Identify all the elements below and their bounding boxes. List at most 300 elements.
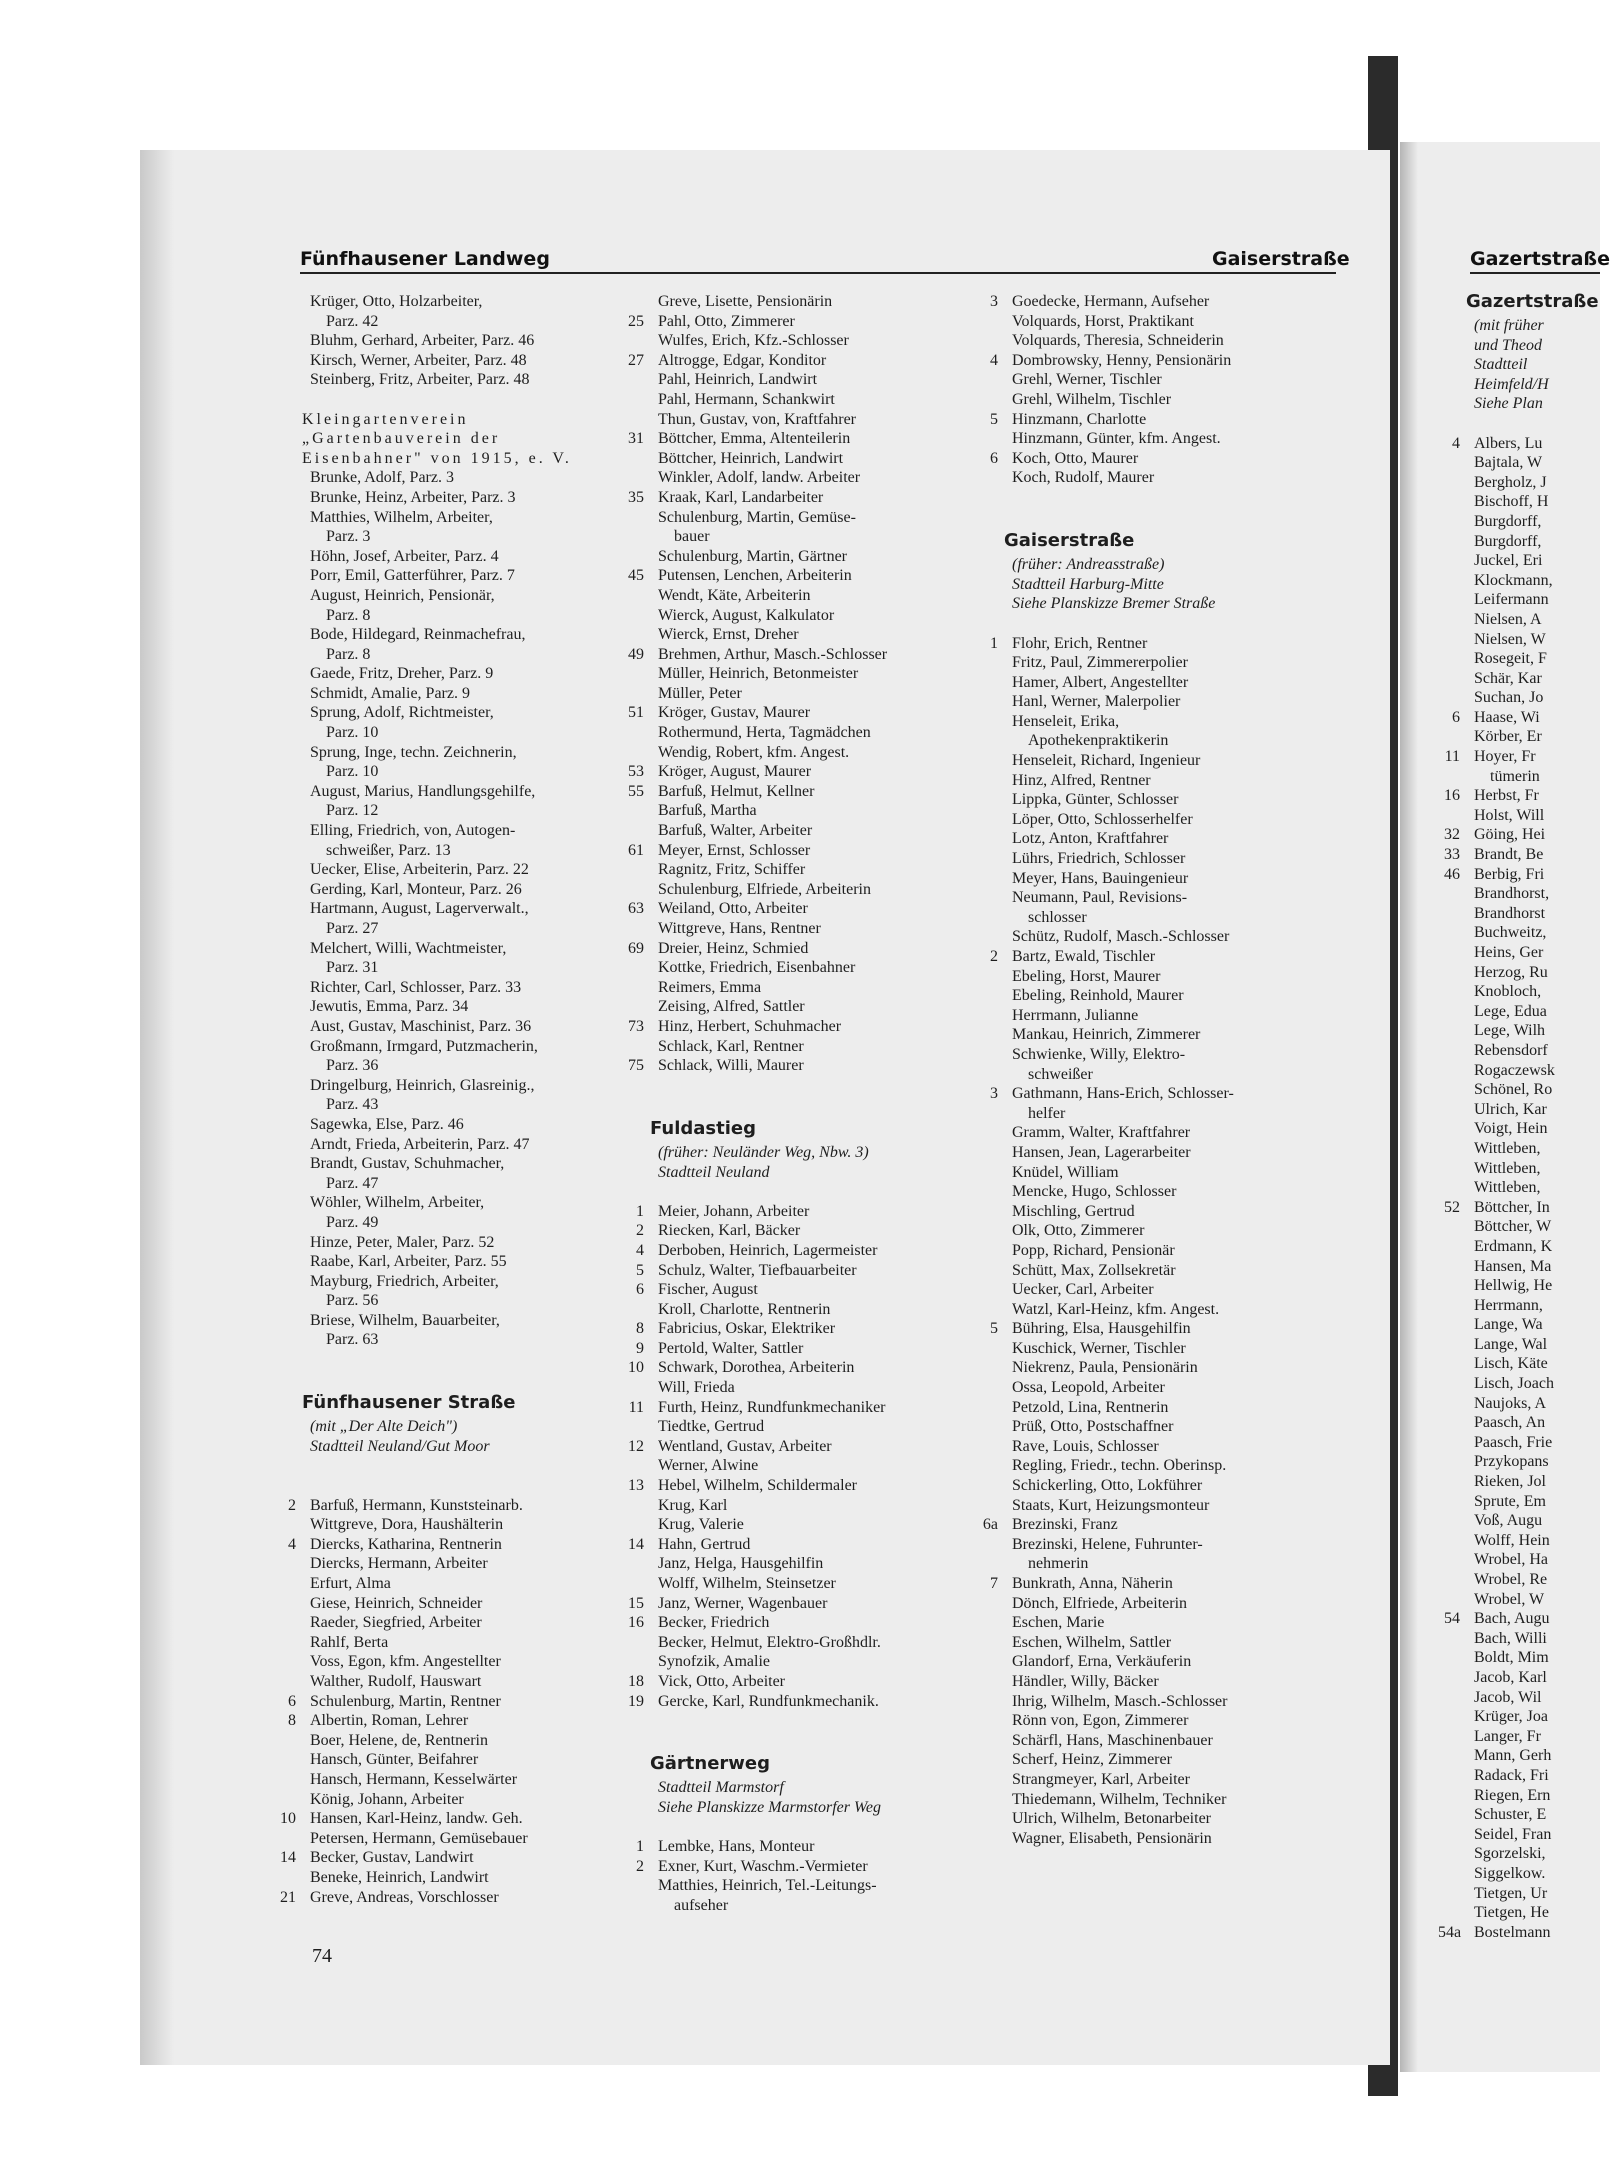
resident-text: Hinz, Alfred, Rentner: [1012, 771, 1151, 789]
house-number: 4: [1452, 434, 1460, 452]
directory-entry: [302, 370, 642, 390]
resident-text: Suchan, Jo: [1474, 689, 1544, 707]
house-number: 16: [628, 1614, 644, 1632]
directory-entry: [302, 1095, 642, 1115]
resident-text: Niekrenz, Paula, Pensionärin: [1012, 1359, 1198, 1377]
resident-text: Parz. 8: [326, 645, 371, 663]
resident-text: Tietgen, He: [1474, 1904, 1549, 1922]
street-note: Stadtteil Harburg-Mitte: [1012, 575, 1164, 593]
resident-text: Brezinski, Franz: [1012, 1516, 1118, 1534]
directory-entry: [650, 860, 990, 880]
directory-entry: [636, 1339, 990, 1359]
directory-entry: [1466, 982, 1600, 1002]
spacer: [650, 1076, 990, 1096]
directory-entry: [1004, 1300, 1344, 1320]
directory-entry: [1466, 532, 1600, 552]
resident-text: Wierck, August, Kalkulator: [658, 606, 835, 624]
resident-text: Bajtala, W: [1474, 454, 1543, 472]
street-note: Heimfeld/H: [1474, 375, 1549, 393]
resident-text: Löper, Otto, Schlosserhelfer: [1012, 810, 1193, 828]
house-number: 52: [1444, 1198, 1460, 1216]
directory-entry: [1466, 884, 1600, 904]
resident-text: Parz. 31: [326, 959, 379, 977]
resident-text: Uecker, Elise, Arbeiterin, Parz. 22: [310, 861, 529, 879]
directory-entry: [302, 586, 642, 606]
resident-text: Jacob, Karl: [1474, 1668, 1547, 1686]
house-number: 55: [628, 782, 644, 800]
resident-text: Schwark, Dorothea, Arbeiterin: [658, 1359, 855, 1377]
running-head-next-page: Gazertstraße: [1470, 248, 1610, 270]
house-number: 46: [1444, 865, 1460, 883]
directory-entry: [628, 1535, 990, 1555]
directory-entry: [1004, 829, 1344, 849]
directory-entry: [628, 899, 990, 919]
directory-entry: [1466, 727, 1600, 747]
resident-text: Juckel, Eri: [1474, 552, 1543, 570]
directory-entry: [650, 527, 990, 547]
resident-text: Synofzik, Amalie: [658, 1653, 770, 1671]
resident-text: Rebensdorf: [1474, 1041, 1548, 1059]
directory-entry: [1466, 1394, 1600, 1414]
resident-text: Hanl, Werner, Malerpolier: [1012, 693, 1181, 711]
directory-entry: [1466, 1061, 1600, 1081]
directory-entry: [990, 634, 1344, 654]
directory-entry: [628, 312, 990, 332]
directory-entry: [650, 390, 990, 410]
resident-text: Schwienke, Willy, Elektro-: [1012, 1045, 1186, 1063]
resident-text: Olk, Otto, Zimmerer: [1012, 1222, 1145, 1240]
directory-entry: [628, 703, 990, 723]
resident-text: Boer, Helene, de, Rentnerin: [310, 1731, 488, 1749]
resident-text: Hansch, Hermann, Kesselwärter: [310, 1770, 518, 1788]
resident-text: Goedecke, Hermann, Aufseher: [1012, 293, 1210, 310]
directory-entry: [650, 586, 990, 606]
directory-entry: [1004, 468, 1344, 488]
resident-text: Arndt, Frieda, Arbeiterin, Parz. 47: [310, 1135, 530, 1153]
directory-entry: [302, 645, 642, 665]
house-number: 8: [636, 1320, 644, 1338]
directory-entry: [302, 449, 642, 469]
directory-entry: [628, 1437, 990, 1457]
resident-text: Przykopans: [1474, 1453, 1549, 1471]
directory-entry: [288, 1692, 642, 1712]
directory-entry: [1466, 1629, 1600, 1649]
directory-entry: [302, 1017, 642, 1037]
resident-text: Wierck, Ernst, Dreher: [658, 626, 799, 644]
running-head-right: Gaiserstraße: [1212, 248, 1350, 270]
resident-text: Seidel, Fran: [1474, 1825, 1552, 1843]
directory-entry: [302, 978, 642, 998]
house-number: 2: [636, 1857, 644, 1875]
house-number: 4: [288, 1535, 296, 1553]
directory-entry: [650, 468, 990, 488]
resident-text: Hartmann, August, Lagerverwalt.,: [310, 900, 529, 918]
resident-text: Flohr, Erich, Rentner: [1012, 634, 1148, 652]
directory-entry: [302, 997, 642, 1017]
directory-entry: [1004, 908, 1344, 928]
resident-text: Nielsen, W: [1474, 630, 1546, 648]
resident-text: Eschen, Wilhelm, Sattler: [1012, 1633, 1172, 1651]
directory-entry: [1444, 1609, 1600, 1629]
resident-text: Giese, Heinrich, Schneider: [310, 1594, 483, 1612]
directory-entry: [1004, 692, 1344, 712]
directory-entry: [302, 606, 642, 626]
directory-entry: [1466, 943, 1600, 963]
resident-text: Hansen, Ma: [1474, 1257, 1552, 1275]
directory-entry: [1466, 1296, 1600, 1316]
resident-text: Meyer, Ernst, Schlosser: [658, 841, 811, 859]
resident-text: Lührs, Friedrich, Schlosser: [1012, 850, 1186, 868]
house-number: 69: [628, 939, 644, 957]
resident-text: Schulenburg, Martin, Rentner: [310, 1692, 501, 1710]
resident-text: Krug, Karl: [658, 1496, 728, 1514]
house-number: 31: [628, 430, 644, 448]
resident-text: Höhn, Josef, Arbeiter, Parz. 4: [310, 547, 499, 565]
column-1: [280, 292, 642, 1907]
directory-entry: [280, 1848, 642, 1868]
resident-text: Klockmann,: [1474, 571, 1553, 589]
directory-entry: [302, 939, 642, 959]
directory-entry: [650, 331, 990, 351]
resident-text: Voss, Egon, kfm. Angestellter: [310, 1653, 501, 1671]
directory-entry: [1004, 869, 1344, 889]
house-number: 3: [990, 1085, 998, 1103]
directory-entry: [302, 292, 642, 312]
directory-entry: [1466, 1511, 1600, 1531]
resident-text: Barfuß, Hermann, Kunststeinarb.: [310, 1496, 523, 1514]
directory-entry: [302, 1633, 642, 1653]
street-heading: Fuldastieg: [650, 1117, 756, 1139]
directory-entry: [302, 1233, 642, 1253]
directory-entry: [1004, 575, 1344, 595]
resident-text: Sprung, Inge, techn. Zeichnerin,: [310, 743, 517, 761]
directory-entry: [1466, 1159, 1600, 1179]
resident-text: Gerding, Karl, Monteur, Parz. 26: [310, 880, 522, 898]
resident-text: Wöhler, Wilhelm, Arbeiter,: [310, 1194, 485, 1212]
directory-entry: [302, 1731, 642, 1751]
directory-entry: [628, 939, 990, 959]
directory-entry: [1466, 1884, 1600, 1904]
directory-entry: [636, 1857, 990, 1877]
directory-entry: [302, 1076, 642, 1096]
directory-entry: [1466, 923, 1600, 943]
resident-text: Kraak, Karl, Landarbeiter: [658, 488, 824, 506]
association-name: „Gartenbauverein der: [302, 430, 501, 448]
house-number: 10: [628, 1359, 644, 1377]
directory-entry: [990, 449, 1344, 469]
directory-entry: [1466, 1178, 1600, 1198]
resident-text: Händler, Willy, Bäcker: [1012, 1672, 1159, 1690]
resident-text: Bach, Augu: [1474, 1610, 1550, 1628]
directory-entry: [302, 1252, 642, 1272]
house-number: 19: [628, 1692, 644, 1710]
house-number: 2: [990, 948, 998, 965]
resident-text: Beneke, Heinrich, Landwirt: [310, 1868, 489, 1886]
directory-entry: [650, 997, 990, 1017]
directory-entry: [302, 566, 642, 586]
resident-text: Sagewka, Else, Parz. 46: [310, 1115, 464, 1133]
resident-text: Rahlf, Berta: [310, 1633, 389, 1651]
directory-entry: [650, 821, 990, 841]
directory-entry: [1004, 1809, 1344, 1829]
directory-entry: [650, 1652, 990, 1672]
resident-text: Exner, Kurt, Waschm.-Vermieter: [658, 1857, 868, 1875]
directory-entry: [628, 1056, 990, 1076]
resident-text: Brunke, Adolf, Parz. 3: [310, 469, 454, 487]
resident-text: Kröger, Gustav, Maurer: [658, 704, 811, 722]
directory-entry: [1466, 1041, 1600, 1061]
resident-text: Riecken, Karl, Bäcker: [658, 1222, 801, 1240]
resident-text: Voß, Augu: [1474, 1512, 1543, 1530]
resident-text: aufseher: [674, 1896, 729, 1914]
house-number: 7: [990, 1575, 998, 1592]
resident-text: Briese, Wilhelm, Bauarbeiter,: [310, 1311, 500, 1329]
directory-entry: [1466, 1786, 1600, 1806]
directory-entry: [650, 1037, 990, 1057]
directory-entry: [636, 1221, 990, 1241]
directory-entry: [1466, 1217, 1600, 1237]
resident-text: Knobloch,: [1474, 983, 1542, 1001]
resident-text: Fritz, Paul, Zimmererpolier: [1012, 654, 1188, 672]
spacer: [302, 1476, 642, 1496]
resident-text: Rieken, Jol: [1474, 1473, 1546, 1491]
resident-text: Bach, Willi: [1474, 1629, 1547, 1647]
resident-text: bauer: [674, 528, 710, 546]
directory-entry: [1004, 1261, 1344, 1281]
resident-text: Göing, Hei: [1474, 826, 1546, 844]
directory-entry: [1466, 1688, 1600, 1708]
directory-entry: [628, 1476, 990, 1496]
directory-entry: [1004, 1025, 1344, 1045]
directory-entry: [302, 1272, 642, 1292]
directory-entry: [1004, 1613, 1344, 1633]
directory-entry: [1466, 688, 1600, 708]
spacer: [1004, 488, 1344, 508]
directory-entry: [1466, 1237, 1600, 1257]
resident-text: Brandhorst,: [1474, 885, 1550, 903]
resident-text: Körber, Er: [1474, 728, 1542, 746]
street-note: (früher: Neuländer Weg, Nbw. 3): [658, 1143, 869, 1161]
house-number: 51: [628, 704, 644, 722]
directory-entry: [650, 978, 990, 998]
resident-text: Buchweitz,: [1474, 924, 1547, 942]
directory-entry: [1004, 331, 1344, 351]
resident-text: Rothermund, Herta, Tagmädchen: [658, 724, 871, 742]
resident-text: Mencke, Hugo, Schlosser: [1012, 1183, 1177, 1201]
directory-entry: [1444, 786, 1600, 806]
directory-entry: [650, 1554, 990, 1574]
resident-text: Hebel, Wilhelm, Schildermaler: [658, 1477, 857, 1495]
resident-text: Schlack, Karl, Rentner: [658, 1037, 804, 1055]
resident-text: Tietgen, Ur: [1474, 1884, 1548, 1902]
resident-text: Henseleit, Erika,: [1012, 712, 1120, 730]
directory-entry: [1444, 845, 1600, 865]
resident-text: Herrmann, Julianne: [1012, 1006, 1139, 1024]
directory-entry: [302, 1574, 642, 1594]
street-note: Stadtteil: [1474, 356, 1528, 374]
directory-entry: [302, 1437, 642, 1457]
resident-text: Parz. 27: [326, 920, 379, 937]
resident-text: Nielsen, A: [1474, 610, 1542, 628]
directory-entry: [1004, 1692, 1344, 1712]
resident-text: Berbig, Fri: [1474, 865, 1545, 883]
resident-text: Erfurt, Alma: [310, 1575, 391, 1592]
street-note: Stadtteil Neuland/Gut Moor: [310, 1437, 490, 1455]
directory-entry: [288, 1496, 642, 1516]
house-number: 32: [1444, 826, 1460, 844]
resident-text: Barfuß, Helmut, Kellner: [658, 782, 815, 800]
resident-text: Hamer, Albert, Angestellter: [1012, 673, 1189, 691]
resident-text: Wulfes, Erich, Kfz.-Schlosser: [658, 332, 849, 350]
resident-text: Riegen, Ern: [1474, 1786, 1551, 1804]
resident-text: Henseleit, Richard, Ingenieur: [1012, 752, 1201, 770]
resident-text: Paasch, Frie: [1474, 1433, 1553, 1451]
directory-entry: [302, 1193, 642, 1213]
resident-text: Wendt, Käte, Arbeiterin: [658, 586, 811, 604]
resident-text: Rogaczewsk: [1474, 1061, 1555, 1079]
resident-text: Steinberg, Fritz, Arbeiter, Parz. 48: [310, 371, 530, 389]
resident-text: Prüß, Otto, Postschaffner: [1012, 1418, 1174, 1436]
resident-text: Dombrowsky, Henny, Pensionärin: [1012, 351, 1232, 369]
directory-entry: [302, 1330, 642, 1350]
spacer: [1466, 414, 1600, 434]
resident-text: Schlack, Willi, Maurer: [658, 1057, 804, 1075]
directory-entry: [650, 880, 990, 900]
resident-text: Porr, Emil, Gatterführer, Parz. 7: [310, 567, 515, 585]
resident-text: Knüdel, William: [1012, 1163, 1119, 1181]
directory-entry: [650, 449, 990, 469]
resident-text: Lege, Edua: [1474, 1002, 1547, 1020]
resident-text: Petzold, Lina, Rentnerin: [1012, 1398, 1169, 1416]
resident-text: Kröger, August, Maurer: [658, 763, 812, 781]
directory-entry: [302, 1829, 642, 1849]
resident-text: Bartz, Ewald, Tischler: [1012, 948, 1156, 965]
resident-text: Pertold, Walter, Sattler: [658, 1339, 804, 1357]
resident-text: Meier, Johann, Arbeiter: [658, 1202, 810, 1220]
directory-entry: [650, 625, 990, 645]
directory-entry: [288, 1535, 642, 1555]
directory-entry: [990, 292, 1344, 312]
resident-text: Schärfl, Hans, Maschinenbauer: [1012, 1731, 1213, 1749]
resident-text: Parz. 12: [326, 802, 379, 820]
resident-text: Müller, Heinrich, Betonmeister: [658, 665, 859, 683]
directory-entry: [1466, 1002, 1600, 1022]
resident-text: Weiland, Otto, Arbeiter: [658, 900, 808, 918]
directory-entry: [1466, 1354, 1600, 1374]
directory-entry: [302, 1613, 642, 1633]
spacer: [650, 1711, 990, 1731]
resident-text: Wittleben,: [1474, 1159, 1541, 1177]
directory-entry: [302, 1594, 642, 1614]
resident-text: Hansen, Karl-Heinz, landw. Geh.: [310, 1810, 523, 1828]
resident-text: Burgdorff,: [1474, 532, 1542, 550]
resident-text: Putensen, Lenchen, Arbeiterin: [658, 567, 852, 585]
directory-entry: [628, 1692, 990, 1712]
directory-entry: [1466, 1531, 1600, 1551]
house-number: 75: [628, 1057, 644, 1075]
directory-entry: [302, 1790, 642, 1810]
resident-text: Grehl, Werner, Tischler: [1012, 371, 1162, 389]
directory-entry: [1004, 1045, 1344, 1065]
resident-text: Janz, Werner, Wagenbauer: [658, 1594, 828, 1612]
directory-entry: [628, 1613, 990, 1633]
directory-entry: [1466, 1276, 1600, 1296]
resident-text: Holst, Will: [1474, 806, 1545, 824]
directory-entry: [628, 841, 990, 861]
directory-entry: [1004, 1476, 1344, 1496]
resident-text: Müller, Peter: [658, 684, 742, 702]
resident-text: Naujoks, A: [1474, 1394, 1546, 1412]
house-number: 18: [628, 1672, 644, 1690]
resident-text: Lisch, Käte: [1474, 1355, 1548, 1373]
resident-text: Thiedemann, Wilhelm, Techniker: [1012, 1790, 1227, 1808]
resident-text: Parz. 42: [326, 312, 379, 330]
header-rule: [300, 272, 1336, 274]
directory-entry: [1466, 1648, 1600, 1668]
directory-entry: [1466, 551, 1600, 571]
directory-entry: [302, 743, 642, 763]
house-number: 9: [636, 1339, 644, 1357]
resident-text: Kirsch, Werner, Arbeiter, Parz. 48: [310, 351, 527, 369]
resident-text: Fabricius, Oskar, Elektriker: [658, 1320, 836, 1338]
resident-text: Boldt, Mim: [1474, 1649, 1549, 1667]
resident-text: Ihrig, Wilhelm, Masch.-Schlosser: [1012, 1692, 1228, 1710]
directory-entry: [1444, 825, 1600, 845]
resident-text: Rave, Louis, Schlosser: [1012, 1437, 1159, 1455]
spacer: [1004, 614, 1344, 634]
house-number: 1: [636, 1838, 644, 1856]
house-number: 73: [628, 1017, 644, 1035]
resident-text: Furth, Heinz, Rundfunkmechaniker: [658, 1398, 886, 1416]
directory-entry: [628, 429, 990, 449]
directory-entry: [1466, 492, 1600, 512]
directory-entry: [1466, 1727, 1600, 1747]
directory-entry: [302, 625, 642, 645]
directory-entry: [302, 527, 642, 547]
directory-entry: [1466, 630, 1600, 650]
resident-text: Barfuß, Martha: [658, 802, 757, 820]
resident-text: tümerin: [1490, 767, 1540, 785]
directory-entry: [1004, 1280, 1344, 1300]
resident-text: Volquards, Theresia, Schneiderin: [1012, 332, 1224, 350]
resident-text: Hahn, Gertrud: [658, 1535, 751, 1553]
house-number: 16: [1444, 787, 1460, 805]
directory-entry: [650, 1515, 990, 1535]
directory-entry: [1466, 669, 1600, 689]
resident-text: Schütz, Rudolf, Masch.-Schlosser: [1012, 928, 1230, 946]
directory-entry: [1466, 963, 1600, 983]
resident-text: Grehl, Wilhelm, Tischler: [1012, 390, 1172, 408]
resident-text: Haase, Wi: [1474, 708, 1540, 726]
directory-entry: [1004, 1535, 1344, 1555]
resident-text: Pahl, Hermann, Schankwirt: [658, 390, 835, 408]
directory-entry: [1452, 708, 1600, 728]
resident-text: Heins, Ger: [1474, 944, 1544, 961]
running-head-left: Fünfhausener Landweg: [300, 248, 550, 270]
column-3: [982, 292, 1344, 1848]
street-note: Siehe Plan: [1474, 395, 1543, 413]
house-number: 15: [628, 1594, 644, 1612]
resident-text: Pahl, Otto, Zimmerer: [658, 312, 795, 330]
resident-text: Hinzmann, Günter, kfm. Angest.: [1012, 430, 1221, 448]
house-number: 14: [628, 1535, 644, 1553]
house-number: 10: [280, 1810, 296, 1828]
directory-entry: [1004, 1358, 1344, 1378]
resident-text: Hansch, Günter, Beifahrer: [310, 1751, 479, 1769]
resident-text: schlosser: [1028, 908, 1087, 926]
resident-text: Kuschick, Werner, Tischler: [1012, 1339, 1186, 1357]
directory-entry: [1466, 1119, 1600, 1139]
